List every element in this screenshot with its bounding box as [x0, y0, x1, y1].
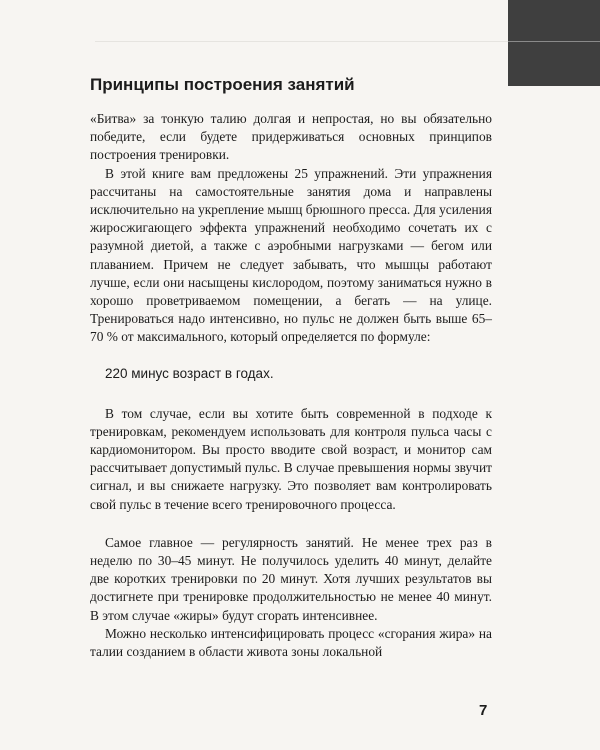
page-number: 7 [479, 702, 488, 719]
page-content [90, 74, 492, 661]
heart-rate-formula: 220 минус возраст в годах. [105, 365, 274, 381]
top-rule [95, 41, 508, 42]
paragraph-intro: «Битва» за тонкую талию долгая и непростая, но вы обязательно победите, если будете придерживаться основных принципов построения тренировки. [90, 111, 492, 163]
corner-tab [508, 0, 600, 86]
paragraph-heart-monitor: В том случае, если вы хотите быть современной в подходе к тренировкам, рекомендуем использовать для контроля пульса часы с кардиомонитором. Вы просто вводите свой возраст, и монитор сам рассчитывает допустимый пульс. В случае превышения нормы звучит сигнал, и вы снижаете нагрузку. Это позволяет вам контролировать свой пульс в течение всего тренировочного процесса. [90, 405, 492, 512]
corner-tab-line [508, 41, 600, 42]
paragraph-exercises: В этой книге вам предложены 25 упражнений. Эти упражнения рассчитаны на самостоятельные занятия дома и направлены исключительно на укрепление мышц брюшного пресса. Для усиления жиросжигающего эффекта упражнений необходимо сочетать их с разумной диетой, а также с аэробными нагрузками — бегом или плаванием. Причем не следует забывать, что мышцы работают лучше, если они насыщены кислородом, поэтому заниматься нужно в хорошо проветриваемом помещении, а бегать — на улице. Тренироваться надо интенсивно, но пульс не должен быть выше 65–70 % от максимального, который определяется по формуле: [90, 165, 492, 345]
paragraph-fat-burning: Можно несколько интенсифицировать процесс «сгорания жира» на талии созданием в области живота зоны локальной [90, 625, 492, 660]
section-title: Принципы построения занятий [90, 75, 355, 94]
paragraph-regularity: Самое главное — регулярность занятий. Не менее трех раз в неделю по 30–45 минут. Не получилось уделить 40 минут, делайте две коротких тренировки по 20 минут. Хотя лучших результатов вы достигнете при тренировке продолжительностью не менее 40 минут. В этом случае «жиры» будут сгорать интенсивнее. [90, 534, 492, 623]
